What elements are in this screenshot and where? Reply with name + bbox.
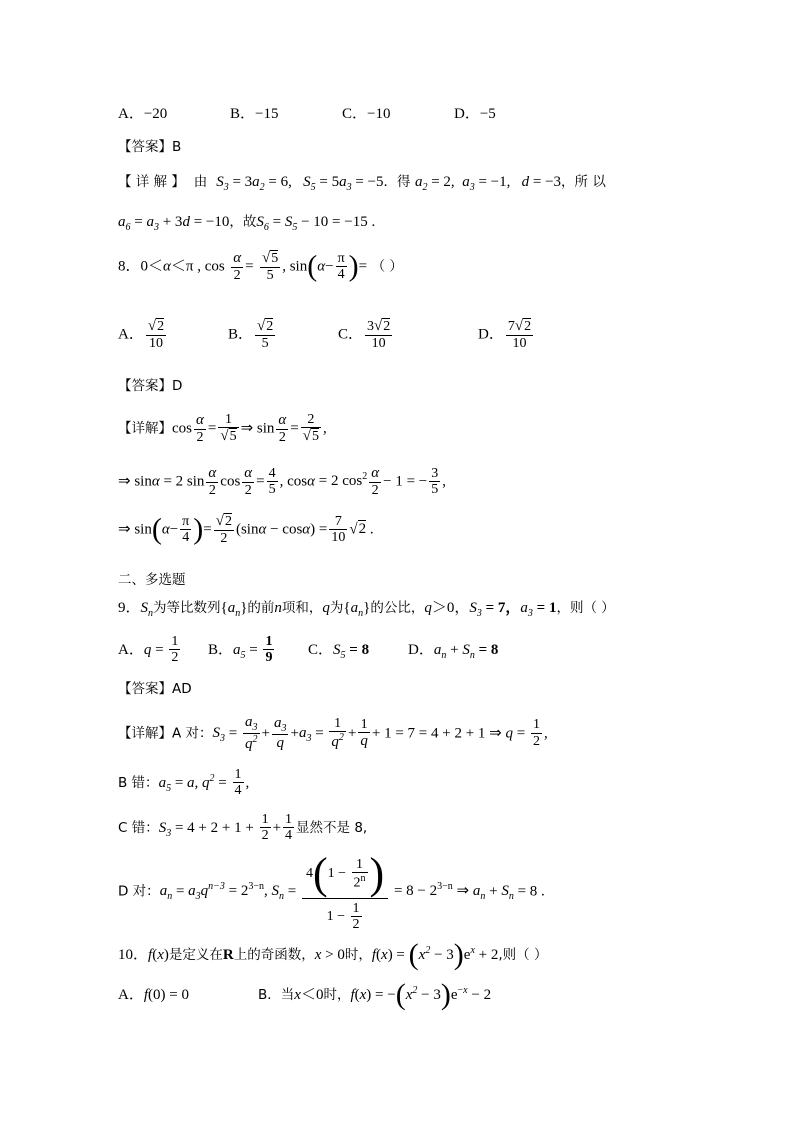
q9-detail-d: D 对：$a_n = a_3q^{n-3} = 2^{3-n}$, $S_n$ = 4(1 − $\frac{1}{2^n}$ ) 1 − $\frac{1}{2}$ = $8 - 2^{3-n}$ ⇒ $a_n + S_n = 8$ . — [118, 849, 545, 933]
q9-detail-c: C 错：$S_3 = 4 + 2 + 1$ + $\frac{1}{2}$ + $\frac{1}{4}$ 显然不是 8, — [118, 812, 368, 844]
q7-detail-line2: $a_6 = a_3 + 3d = -10$，故$S_6 = S_5 - 10 = -15$ . — [118, 214, 376, 233]
q9-detail-b: B 错：$a_5 = a$, $q^2$ = $\frac{1}{4}$ , — [118, 767, 250, 799]
section-title: 二、多选题 — [118, 572, 186, 588]
q9-options: A．q = $\frac{1}{2}$ B．$a_5$ = $\frac{1}{9}$ C．$S_5 = 8$ D．$a_n + S_n = 8$ — [118, 634, 499, 666]
q8-detail-line3: ⇒ sin(α− $\frac{\pi}{4}$ )= $\frac{√2}{2}$ (sinα − cosα) = $\frac{7}{10}$ √2 . — [118, 512, 374, 546]
q10-question: 10．f(x)是定义在R上的奇函数，x > 0时，$f(x) = (x^2 - 3)e^x + 2$,则（ ） — [118, 938, 548, 971]
q8-options: A． $\frac{√2}{10}$ B． $\frac{√2}{5}$ C． $\frac{3√2}{10}$ D． $\frac{7√2}{10}$ — [118, 318, 532, 351]
q10-options: A．f(0) = 0 B．当x＜0时，$f(x) = -(x^2 - 3)e^{-x} - 2$ — [118, 978, 492, 1011]
q8-answer: 【答案】D — [118, 378, 183, 394]
q8-detail-line2: ⇒ sinα = 2 sin $\frac{\alpha}{2}$ cos $\frac{\alpha}{2}$ = $\frac{4}{5}$ , cosα = 2 $\cos^2$ $\frac{\alpha}{2}$ − 1 = − $\frac{3}{5}$ , — [118, 465, 446, 498]
q9-question: 9．$S_n$为等比数列$\{a_n\}$的前n项和，q为$\{a_n\}$的公比，q＞0，$S_3 = 7$，$a_3 = 1$，则（ ） — [118, 600, 615, 619]
q7-detail-line1: 【 详 解 】 由 $S_3 = 3a_2 = 6$, $S_5 = 5a_3 = -5$．得 $a_2 = 2$, $a_3 = -1$, d = −3，所 以 — [118, 174, 606, 193]
q7-option-a: A．−20 — [118, 106, 168, 122]
q8-detail-line1: 【详解】cos $\frac{\alpha}{2}$ = $\frac{1}{√5}$ ⇒ sin $\frac{\alpha}{2}$ = $\frac{2}{√5}$ , — [118, 412, 327, 445]
q8-question: 8．0＜α＜π , cos $\frac{\alpha}{2}$ = $\frac{√5}{5}$ , sin(α− $\frac{\pi}{4}$ )= （ ） — [118, 249, 403, 283]
q7-option-b: B．−15 — [230, 106, 279, 122]
q7-option-c: C．−10 — [342, 106, 391, 122]
q9-answer: 【答案】AD — [118, 681, 192, 697]
q7-options — [118, 102, 496, 123]
q9-detail-a: 【详解】A 对：$S_3$ = $\frac{a_3}{q^2}$ + $\frac{a_3}{q}$ $+a_3$ = $\frac{1}{q^2}$ + $\frac{1}{q}$ + 1 = 7 = 4 + 2 + 1 ⇒ q = $\frac{1}{2}$ , — [118, 714, 548, 752]
q7-answer: 【答案】B — [118, 139, 182, 155]
q7-option-d: D．−5 — [454, 106, 496, 122]
